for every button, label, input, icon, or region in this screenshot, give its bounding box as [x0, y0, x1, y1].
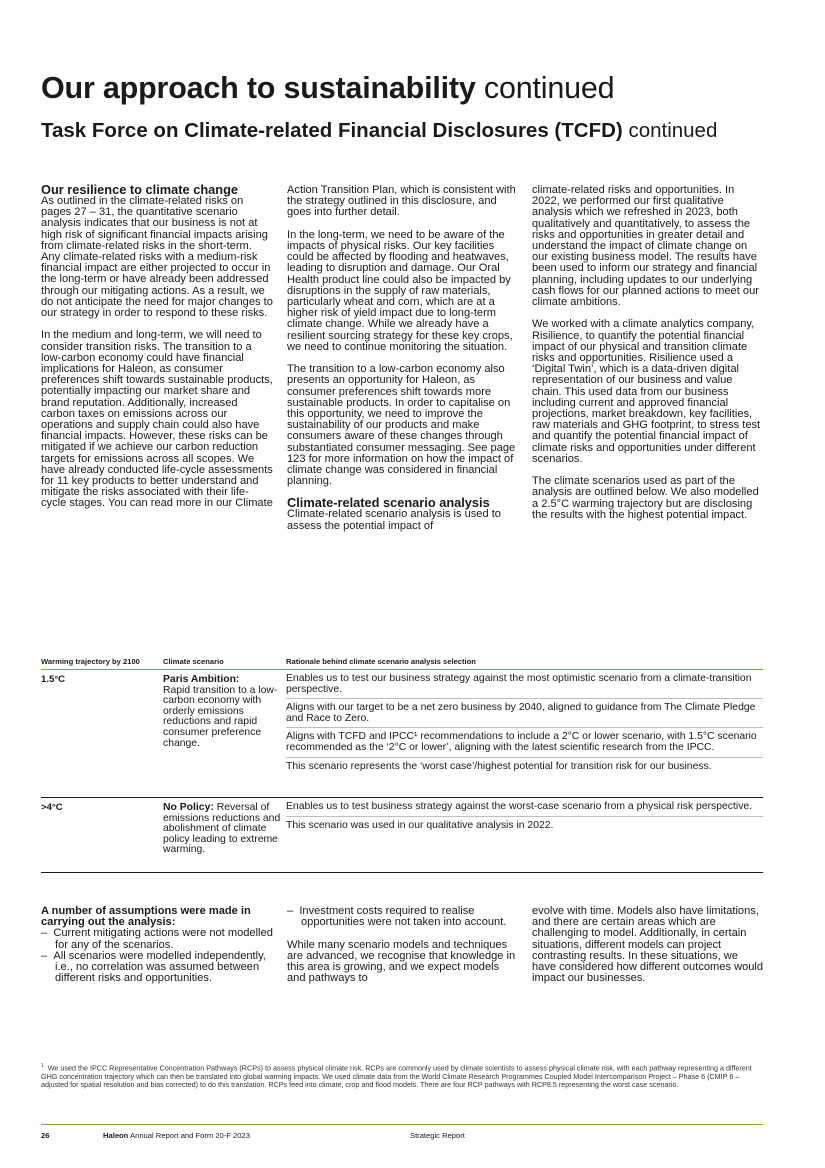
table-row [41, 798, 763, 873]
rationale-item: Aligns with TCFD and IPCC¹ recommendations to include a 2°C or lower scenario, with 1.5°C scenario recommended as the ‘2°C or lower’, aligning with the latest scientific research from the IPCC. [286, 728, 763, 757]
paragraph: Climate-related scenario analysis is used to assess the potential impact of [287, 508, 501, 532]
scenario-table [41, 655, 763, 873]
footer-section: Strategic Report [410, 1131, 465, 1140]
text-column-2 [287, 185, 519, 543]
rationale-cell [286, 798, 763, 834]
paragraph: In the long-term, we need to be aware of the impacts of physical risks. Our key facilities could be affected by flooding and heatwaves, leading to disruption and damage. Our Oral Health product line could also be impacted by disruptions in the supply of raw materials, particularly wheat and corn, which are at a higher risk of yield impact due to long-term climate change. While we already have a resilient sourcing strategy for these key crops, we need to continue monitoring the situation. [287, 228, 513, 353]
paragraph: evolve with time. Models also have limitations, and there are certain areas which are challenging to model. Additionally, in certain situations, different models can project contrasting results. In these situations, we have considered how different outcomes would impact our businesses. [532, 905, 764, 985]
paragraph: As outlined in the climate-related risks on pages 27 – 31, the quantitative scenario analysis indicates that our business is not at high risk of significant financial impacts arising from climate-related risks in the short-term. Any climate-related risks with a medium-risk financial impact are either projected to occur in the long-term or have already been addressed through our mitigating actions. As a result, we do not anticipate the need for major changes to our strategy in order to respond to these risks. [41, 195, 273, 320]
footer-brand: Haleon [103, 1131, 129, 1140]
assumptions-list [287, 906, 519, 928]
page-title-bold: Our approach to sustainability [41, 71, 476, 105]
paragraph: Action Transition Plan, which is consistent with the strategy outlined in this disclosure, and goes into further detail. [287, 184, 516, 219]
rationale-item: This scenario was used in our qualitative analysis in 2022. [286, 819, 554, 831]
table-header [41, 655, 763, 670]
page-subtitle-bold: Task Force on Climate-related Financial Disclosures (TCFD) [41, 119, 623, 142]
scenario-cell [163, 803, 281, 856]
footer-report-title: Haleon Annual Report and Form 20-F 2023 [103, 1131, 250, 1140]
paragraph: The climate scenarios used as part of the analysis are outlined below. We also modelled a 2.5°C warming trajectory but are disclosing the results with the highest potential impact. [532, 475, 759, 521]
page-subtitle [41, 118, 717, 144]
trajectory-cell: >4°C [41, 802, 63, 813]
scenario-cell [163, 675, 281, 749]
footer-divider [41, 1124, 763, 1125]
scenario-description: Reversal of emissions reductions and abolishment of climate policy leading to extreme warming. [163, 802, 281, 856]
footnote [41, 1062, 763, 1089]
assumptions-column-1 [41, 906, 273, 984]
table-header-trajectory: Warming trajectory by 2100 [41, 657, 140, 666]
rationale-item: Enables us to test business strategy against the worst-case scenario from a physical risk perspective. [286, 798, 763, 817]
rationale-item: This scenario represents the ‘worst case’/highest potential for transition risk for our business. [286, 760, 712, 772]
page-subtitle-continued: continued [628, 119, 718, 142]
assumptions-column-2 [287, 906, 519, 996]
table-header-scenario: Climate scenario [163, 657, 224, 666]
trajectory-cell: 1.5°C [41, 674, 66, 685]
rationale-item: Aligns with our target to be a net zero business by 2040, aligned to guidance from The Climate Pledge and Race to Zero. [286, 699, 763, 728]
list-item: – Investment costs required to realise opportunities were not taken into account. [287, 905, 507, 929]
paragraph: We worked with a climate analytics company, Risilience, to quantify the potential financial impact of our physical and transition climate risks and opportunities. Risilience used a ‘Digital Twin’, which is a data-driven digital representation of our business and value chain. This used data from our business including current and approved financial projections, market breakdown, key facilities, raw materials and GHG footprint, to stress test and quantify the potential financial impact of climate risks and opportunities under different scenarios. [532, 318, 761, 465]
assumptions-heading: A number of assumptions were made in carrying out the analysis: [41, 905, 251, 929]
section-heading-scenario-analysis: Climate-related scenario analysis [287, 495, 490, 511]
assumptions-column-3 [532, 906, 764, 996]
paragraph: While many scenario models and techniques are advanced, we recognise that knowledge in this area is growing, and we expect models and pathways to [287, 938, 516, 985]
paragraph: climate-related risks and opportunities. In 2022, we performed our first qualitative analysis which we refreshed in 2023, both qualitatively and quantitatively, to assess the risks and opportunities in greater detail and understand the impact of climate change on our existing business model. The results have been used to inform our strategy and financial planning, including updates to our underlying cash flows for our planned actions to meet our climate ambitions. [532, 184, 759, 309]
list-item: – All scenarios were modelled independently, i.e., no correlation was assumed between different risks and opportunities. [41, 949, 266, 985]
text-column-1 [41, 183, 273, 521]
page-title-continued: continued [483, 71, 615, 105]
scenario-name: Paris Ambition: [163, 674, 240, 685]
scenario-name: No Policy: [163, 802, 214, 813]
paragraph: The transition to a low-carbon economy also presents an opportunity for Haleon, as consumer preferences shift towards more sustainable products. In order to capitalise on this opportunity, we need to improve the sustainability of our products and make consumers aware of these changes through substantiated consumer messaging. See page 123 for more information on how the impact of climate change was considered in financial planning. [287, 363, 516, 488]
page-title [41, 70, 614, 106]
table-row [41, 670, 763, 798]
rationale-cell [286, 670, 763, 775]
footnote-text: We used the IPCC Representative Concentration Pathways (RCPs) to assess physical climate risk. RCPs are commonly used by climate scientists to assess physical climate risk, with each pathway representing a different GHG concentration trajectory which can then be translated into global warming impacts. We used climate data from the World Climate Research Programmes Coupled Model Intercomparison Project – Phase 6 (CMIP 6 – adjusted for spatial resolution and bias corrected) to do this translation. RCPs feed into climate, crop and flood models. There are four RCP pathways with RCP8.5 representing the worst case scenario. [41, 1063, 752, 1089]
section-heading-resilience: Our resilience to climate change [41, 182, 239, 197]
scenario-description: Rapid transition to a low-carbon economy with orderly emissions reductions and rapid consumer preference change. [163, 684, 278, 749]
footnote-mark: 1 [41, 1063, 44, 1069]
paragraph: In the medium and long-term, we will need to consider transition risks. The transition to a low-carbon economy could have financial implications for Haleon, as consumer preferences shift towards sustainable products, potentially impacting our market share and brand reputation. Additionally, increased carbon taxes on emissions across our operations and supply chain could also have financial impacts. However, these risks can be mitigated if we achieve our carbon reduction targets for emissions across all scopes. We have already conducted life-cycle assessments for 11 key products to better understand and mitigate the risks associated with their life-cycle stages. You can read more in our Climate [41, 329, 273, 510]
page-number: 26 [41, 1131, 50, 1140]
rationale-item: Enables us to test our business strategy against the most optimistic scenario from a climate-transition perspective. [286, 670, 763, 699]
assumptions-list [41, 928, 273, 984]
table-header-rationale: Rationale behind climate scenario analysis selection [286, 657, 476, 666]
text-column-3 [532, 185, 764, 532]
list-item: – Current mitigating actions were not modelled for any of the scenarios. [41, 927, 273, 951]
